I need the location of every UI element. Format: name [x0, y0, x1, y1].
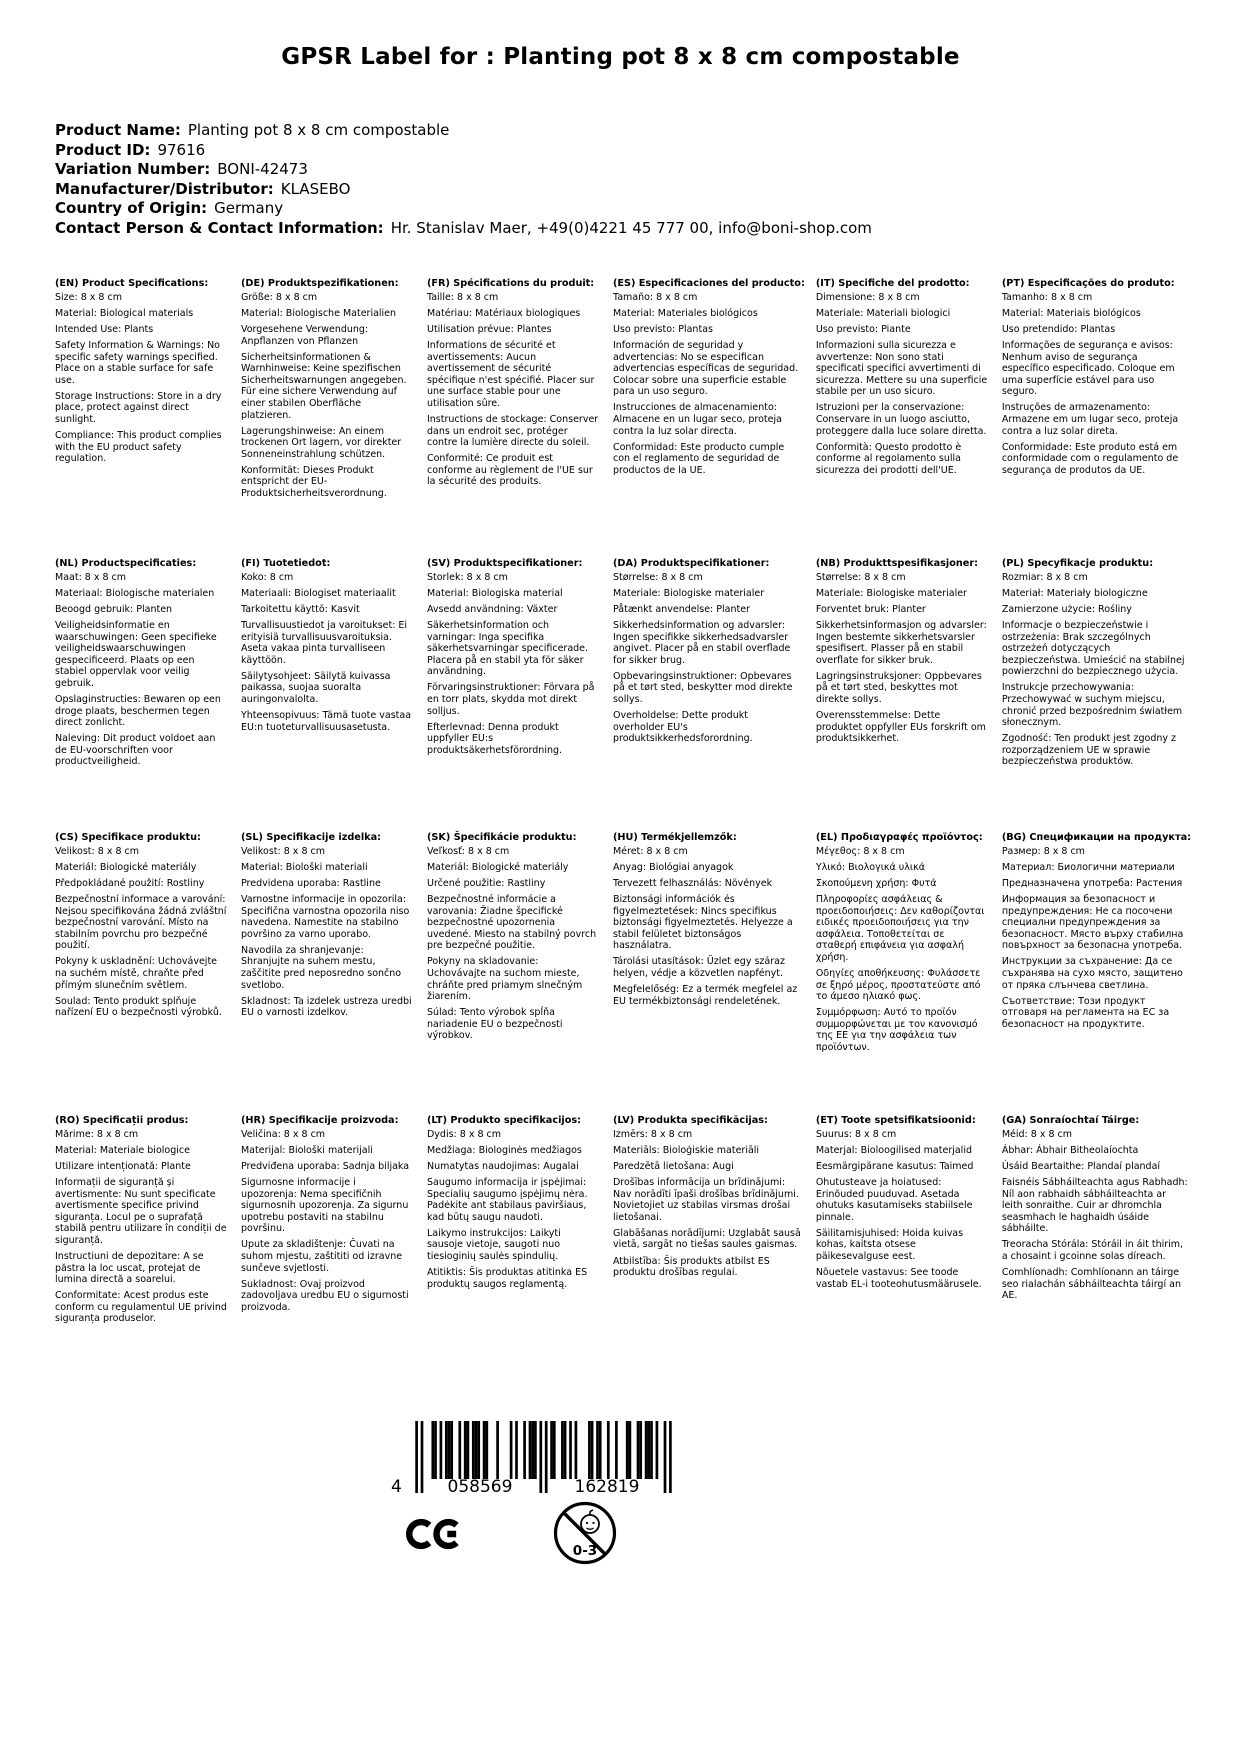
- spec-paragraph: Saugumo informacija ir įspėjimai: Specialių saugumo įspėjimų nėra. Padėkite ant stabilaus paviršiaus, kad būtų saugu naudoti.: [426, 1177, 588, 1223]
- language-block-heading: (PT) Especificações do produto:: [1001, 278, 1175, 289]
- language-block: [55, 1115, 230, 1330]
- language-block: [816, 832, 991, 1115]
- spec-paragraph: Tamaño: 8 x 8 cm: [612, 291, 698, 303]
- spec-paragraph: Varnostne informacije in opozorila: Specifična varnostna opozorila niso navedena. Namestite na stabilno površino za varno uporabo.: [240, 894, 410, 940]
- spec-paragraph: Информация за безопасност и предупреждения: Не са посочени специални предупреждения за безопасност. Място върху стабилна повърхност за безопасна употреба.: [1001, 894, 1184, 952]
- spec-paragraph: Instructiuni de depozitare: A se păstra la loc uscat, protejat de lumina directă a soarelui.: [55, 1251, 204, 1286]
- spec-paragraph: Säkerhetsinformation och varningar: Inga specifika säkerhetsvarningar specificerade. Placera på en stabil yta för säker användning.: [426, 620, 589, 678]
- spec-paragraph: Sigurnosne informacije i upozorenja: Nema specifičnih sigurnosnih upozorenja. Za sigurnu upotrebu postaviti na stabilnu površinu.: [240, 1177, 409, 1235]
- spec-paragraph: Informacje o bezpieczeństwie i ostrzeżenia: Brak szczególnych ostrzeżeń dotyczących bezpieczeństwa. Umieścić na stabilnej powierzchni do bezpiecznego użycia.: [1001, 620, 1185, 678]
- spec-paragraph: Veľkosť: 8 x 8 cm: [426, 845, 510, 857]
- spec-paragraph: Förvaringsinstruktioner: Förvara på en torr plats, skydda mot direkt solljus.: [426, 682, 595, 717]
- language-block-heading: (SK) Špecifikácie produktu:: [426, 832, 577, 843]
- spec-paragraph: Nõuetele vastavus: See toode vastab EL-i tooteohutusmäärusele.: [815, 1267, 982, 1290]
- product-name-line: [55, 121, 872, 141]
- contact-line: [55, 219, 872, 239]
- language-block: [241, 558, 416, 832]
- language-block: [241, 832, 416, 1115]
- spec-paragraph: Instrucciones de almacenamiento: Almacene en un lugar seco, proteja contra la luz solar directa.: [612, 402, 782, 437]
- language-block-heading: (IT) Specifiche del prodotto:: [815, 278, 970, 289]
- spec-paragraph: Storage Instructions: Store in a dry place, protect against direct sunlight.: [55, 390, 222, 426]
- ean-digit-group2: 162819: [574, 1477, 640, 1497]
- language-block-heading: (DE) Produktspezifikationen:: [240, 278, 399, 289]
- age-warning-label: 0-3: [572, 1543, 598, 1559]
- spec-paragraph: Zamierzone użycie: Rośliny: [1001, 603, 1132, 615]
- spec-paragraph: Dimensione: 8 x 8 cm: [815, 291, 920, 303]
- language-block: [55, 558, 230, 832]
- spec-paragraph: Materiaal: Biologische materialen: [55, 587, 215, 599]
- spec-paragraph: Tervezett felhasználás: Növények: [612, 877, 773, 889]
- spec-paragraph: Ábhar: Ábhair Bitheolaíochta: [1001, 1144, 1139, 1156]
- spec-paragraph: Tárolási utasítások: Üzlet egy száraz helyen, védje a közvetlen napfényt.: [612, 956, 785, 980]
- language-block: [613, 278, 805, 558]
- spec-paragraph: Påtænkt anvendelse: Planter: [612, 603, 750, 615]
- spec-paragraph: Größe: 8 x 8 cm: [240, 291, 318, 303]
- page-title: GPSR Label for : Planting pot 8 x 8 cm compostable: [281, 44, 960, 70]
- spec-paragraph: Avsedd användning: Växter: [426, 603, 558, 615]
- language-block: [1002, 558, 1191, 832]
- spec-paragraph: Størrelse: 8 x 8 cm: [815, 571, 906, 583]
- spec-paragraph: Velikost: 8 x 8 cm: [55, 845, 140, 857]
- product-info-block: [55, 121, 872, 238]
- ean-digit-left: 4: [391, 1477, 402, 1497]
- spec-paragraph: Predvidena uporaba: Rastline: [240, 877, 381, 889]
- spec-paragraph: Tamanho: 8 x 8 cm: [1001, 291, 1093, 303]
- spec-paragraph: Säilytysohjeet: Säilytä kuivassa paikassa, suojaa suoralta auringonvalolta.: [240, 670, 391, 706]
- language-block-heading: (HR) Specifikacije proizvoda:: [240, 1115, 399, 1126]
- spec-paragraph: Instruções de armazenamento: Armazene em um lugar seco, proteja contra a luz solar direta.: [1001, 402, 1179, 437]
- product-id-value: 97616: [157, 140, 206, 159]
- country-of-origin-value: Germany: [214, 199, 284, 217]
- spec-paragraph: Eesmärgipärane kasutus: Taimed: [815, 1160, 974, 1172]
- spec-paragraph: Compliance: This product complies with the EU product safety regulation.: [55, 430, 222, 465]
- spec-paragraph: Anyag: Biológiai anyagok: [612, 861, 734, 873]
- spec-paragraph: Materjal: Bioloogilised materjalid: [815, 1144, 972, 1156]
- spec-paragraph: Úsáid Beartaithe: Plandaí plandaí: [1001, 1160, 1161, 1172]
- spec-paragraph: Veiligheidsinformatie en waarschuwingen: Geen specifieke veiligheidswaarschuwingen gespecificeerd. Plaats op een stabiel oppervlak voor veilig gebruik.: [55, 620, 217, 689]
- language-block: [241, 278, 416, 558]
- language-block: [241, 1115, 416, 1330]
- spec-paragraph: Overensstemmelse: Dette produktet oppfyller EUs forskrift om produktsikkerhet.: [815, 710, 986, 745]
- spec-paragraph: Yhteensopivuus: Tämä tuote vastaa EU:n tuoteturvallisuusasetusta.: [240, 710, 412, 733]
- spec-paragraph: Υλικό: Βιολογικά υλικά: [815, 861, 925, 873]
- spec-paragraph: Lagerungshinweise: An einem trockenen Ort lagern, vor direkter Sonneneinstrahlung schützen.: [240, 425, 402, 460]
- spec-paragraph: Μέγεθος: 8 x 8 cm: [815, 845, 905, 857]
- product-id-line: [55, 141, 872, 161]
- spec-paragraph: Size: 8 x 8 cm: [55, 291, 122, 303]
- spec-paragraph: Størrelse: 8 x 8 cm: [612, 571, 703, 583]
- language-block-heading: (SL) Specifikacije izdelka:: [240, 832, 382, 843]
- contact-value: Hr. Stanislav Maer, +49(0)4221 45 777 00, info@boni-shop.com: [390, 218, 872, 237]
- language-block-heading: (CS) Specifikace produktu:: [55, 832, 201, 843]
- ean-digit-group1: 058569: [447, 1477, 513, 1497]
- spec-paragraph: Mărime: 8 x 8 cm: [55, 1128, 139, 1140]
- spec-paragraph: Veličina: 8 x 8 cm: [240, 1128, 326, 1140]
- spec-paragraph: Conformitate: Acest produs este conform cu regulamentul UE privind siguranța produselor.: [55, 1290, 227, 1325]
- contact-label: Contact Person & Contact Information:: [55, 218, 384, 237]
- spec-paragraph: Comhlíonadh: Comhlíonann an táirge seo rialachán sábháilteachta táirgí an AE.: [1001, 1267, 1181, 1302]
- language-block-heading: (NL) Productspecificaties:: [55, 558, 197, 569]
- spec-paragraph: Materiál: Biologické materiály: [55, 861, 197, 873]
- spec-paragraph: Informazioni sulla sicurezza e avvertenze: Non sono stati specificati specifici avvertimenti di sicurezza. Mettere su una superficie stabile per un uso sicuro.: [815, 340, 988, 398]
- spec-paragraph: Bezpečnostní informace a varování: Nejsou specifikována žádná zvláštní bezpečnostní varování. Místo na stabilním povrchu pro bezpečné použití.: [55, 894, 227, 952]
- language-block: [613, 558, 805, 832]
- spec-paragraph: Съответствие: Този продукт отговаря на регламента на ЕС за безопасност на продуктите.: [1001, 995, 1170, 1030]
- language-block: [816, 1115, 991, 1330]
- spec-paragraph: Materiał: Materiały biologiczne: [1001, 587, 1148, 599]
- spec-paragraph: Material: Materiales biológicos: [612, 307, 758, 319]
- language-block-heading: (ES) Especificaciones del producto:: [612, 278, 805, 289]
- spec-paragraph: Conformidade: Este produto está em conformidade com o regulamento de segurança de produtos da UE.: [1001, 441, 1179, 476]
- spec-paragraph: Sicherheitsinformationen & Warnhinweise: Keine spezifischen Sicherheitswarnungen angegeben. Für eine sichere Verwendung auf einer stabilen Oberfläche platzieren.: [240, 351, 407, 421]
- spec-paragraph: Material: Materiale biologice: [55, 1144, 190, 1156]
- spec-paragraph: Drošības informācija un brīdinājumi: Nav norādīti īpaši drošības brīdinājumi. Novietojiet uz stabilas virsmas drošai lietošanai.: [612, 1177, 799, 1223]
- spec-paragraph: Materiale: Materiali biologici: [815, 307, 951, 319]
- language-block: [427, 1115, 602, 1330]
- spec-paragraph: Paredzētā lietošana: Augi: [612, 1160, 734, 1172]
- spec-paragraph: Atitiktis: Šis produktas atitinka ES produktų saugos reglamentą.: [426, 1267, 588, 1290]
- spec-paragraph: Velikost: 8 x 8 cm: [240, 845, 325, 857]
- spec-paragraph: Biztonsági információk és figyelmeztetések: Nincs specifikus biztonsági figyelmeztetés. Helyezze a stabil felületet biztonságos használatra.: [612, 894, 793, 952]
- language-block: [55, 278, 230, 558]
- spec-paragraph: Informações de segurança e avisos: Nenhum aviso de segurança específico especificado. Coloque em uma superfície estável para uso seguro.: [1001, 340, 1175, 398]
- spec-paragraph: Uso previsto: Piante: [815, 323, 911, 335]
- spec-paragraph: Utilisation prévue: Plantes: [426, 323, 552, 335]
- spec-paragraph: Navodila za shranjevanje: Shranjujte na suhem mestu, zaščitite pred neposredno sončno svetlobo.: [240, 944, 402, 991]
- spec-paragraph: Faisnéis Sábháilteachta agus Rabhadh: Níl aon rabhaidh sábháilteachta ar leith sonraithe. Cuir ar dhromchla seasmhach le haghaidh úsáide sábháilte.: [1001, 1177, 1188, 1235]
- spec-paragraph: Izmērs: 8 x 8 cm: [612, 1128, 693, 1140]
- spec-paragraph: Overholdelse: Dette produkt overholder EU's produktsikkerhedsforordning.: [612, 710, 753, 745]
- spec-paragraph: Forventet bruk: Planter: [815, 603, 926, 615]
- language-block-heading: (SV) Produktspecifikationer:: [426, 558, 583, 569]
- spec-paragraph: Conformité: Ce produit est conforme au règlement de l'UE sur la sécurité des produits.: [426, 453, 593, 488]
- variation-number-line: [55, 160, 872, 180]
- language-block-heading: (FR) Spécifications du produit:: [426, 278, 595, 289]
- language-block: [816, 278, 991, 558]
- spec-paragraph: Taille: 8 x 8 cm: [426, 291, 499, 303]
- language-block-heading: (EL) Προδιαγραφές προϊόντος:: [815, 832, 983, 843]
- spec-paragraph: Glabāšanas norādījumi: Uzglabāt sausā vietā, sargāt no tiešas saules gaismas.: [612, 1227, 801, 1251]
- language-block-heading: (BG) Спецификации на продукта:: [1001, 832, 1191, 843]
- spec-paragraph: Uso previsto: Plantas: [612, 323, 713, 335]
- spec-paragraph: Předpokládané použití: Rostliny: [55, 877, 205, 889]
- variation-number-value: BONI-42473: [217, 160, 308, 178]
- spec-paragraph: Sikkerhedsinformation og advarsler: Ingen specifikke sikkerhedsadvarsler angivet. Placer på en stabil overflade for sikker brug.: [612, 620, 791, 666]
- product-name-label: Product Name:: [55, 121, 181, 139]
- manufacturer-label: Manufacturer/Distributor:: [55, 179, 274, 198]
- language-block-heading: (ET) Toote spetsifikatsioonid:: [815, 1115, 976, 1126]
- spec-paragraph: Turvallisuustiedot ja varoitukset: Ei erityisiä turvallisuusvaroituksia. Aseta vakaa pinta turvalliseen käyttöön.: [240, 620, 408, 666]
- spec-paragraph: Material: Biological materials: [55, 307, 194, 319]
- spec-paragraph: Megfelelőség: Ez a termék megfelel az EU termékbiztonsági rendeletének.: [612, 984, 798, 1007]
- spec-paragraph: Säilitamisjuhised: Hoida kuivas kohas, kaitsta otsese päikesevalguse eest.: [815, 1227, 964, 1263]
- language-block-heading: (NB) Produkttspesifikasjoner:: [815, 558, 978, 569]
- manufacturer-line: [55, 180, 872, 200]
- spec-paragraph: Información de seguridad y advertencias: No se especifican advertencias específicas de seguridad. Colocar sobre una superficie estable para un uso seguro.: [612, 340, 799, 398]
- spec-paragraph: Pokyny na skladovanie: Uchovávajte na suchom mieste, chráňte pred priamym slnečným žiarením.: [426, 956, 583, 1003]
- spec-paragraph: Safety Information & Warnings: No specific safety warnings specified. Place on a stable surface for safe use.: [55, 340, 220, 386]
- spec-paragraph: Οδηγίες αποθήκευσης: Φυλάσσετε σε ξηρό μέρος, προστατεύστε από το άμεσο ηλιακό φως.: [815, 968, 981, 1003]
- language-block-heading: (PL) Specyfikacje produktu:: [1001, 558, 1154, 569]
- spec-paragraph: Sikkerhetsinformasjon og advarsler: Ingen bestemte sikkerhetsvarsler spesifisert. Plasser på en stabil overflate for sikker bruk.: [815, 620, 987, 666]
- spec-paragraph: Conformità: Questo prodotto è conforme al regolamento sulla sicurezza dei prodotti dell'UE.: [815, 441, 962, 476]
- spec-paragraph: Suurus: 8 x 8 cm: [815, 1128, 897, 1140]
- spec-paragraph: Lagringsinstruksjoner: Oppbevares på et tørt sted, beskyttes mot direkte sollys.: [815, 670, 982, 706]
- language-block: [1002, 832, 1191, 1115]
- spec-paragraph: Vorgesehene Verwendung: Anpflanzen von Pflanzen: [240, 323, 369, 347]
- language-block-heading: (DA) Produktspecifikationer:: [612, 558, 770, 569]
- spec-paragraph: Utilizare intenționată: Plante: [55, 1160, 191, 1172]
- spec-paragraph: Méret: 8 x 8 cm: [612, 845, 688, 857]
- language-block-heading: (RO) Specificații produs:: [55, 1115, 189, 1126]
- spec-paragraph: Soulad: Tento produkt splňuje nařízení EU o bezpečnosti výrobků.: [55, 995, 222, 1019]
- language-block: [613, 832, 805, 1115]
- country-of-origin-line: [55, 199, 872, 219]
- spec-paragraph: Informations de sécurité et avertissements: Aucun avertissement de sécurité spécifique n'est spécifié. Placer sur une surface stable pour une utilisation sûre.: [426, 340, 595, 409]
- language-block-heading: (HU) Termékjellemzők:: [612, 832, 737, 843]
- spec-paragraph: Méid: 8 x 8 cm: [1001, 1128, 1073, 1140]
- spec-paragraph: Opbevaringsinstruktioner: Opbevares på et tørt sted, beskytter mod direkte sollys.: [612, 670, 793, 706]
- spec-paragraph: Upute za skladištenje: Čuvati na suhom mjestu, zaštititi od izravne sunčeve svjetlosti.: [240, 1239, 403, 1274]
- language-block-heading: (FI) Tuotetiedot:: [240, 558, 331, 569]
- spec-paragraph: Informații de siguranță și avertismente: Nu sunt specificate avertismente specifice privind siguranța. Locul pe o suprafață stabilă pentru utilizare în condiții de siguranță.: [55, 1177, 227, 1246]
- spec-paragraph: Συμμόρφωση: Αυτό το προϊόν συμμορφώνεται με τον κανονισμό της ΕΕ για την ασφάλεια των προϊόντων.: [815, 1007, 978, 1053]
- variation-number-label: Variation Number:: [55, 160, 211, 178]
- spec-paragraph: Инструкции за съхранение: Да се съхранява на сухо място, защитено от пряка слънчева светлина.: [1001, 956, 1183, 991]
- spec-paragraph: Material: Biologische Materialien: [240, 307, 397, 319]
- spec-paragraph: Πληροφορίες ασφάλειας & προειδοποιήσεις: Δεν καθορίζονται ειδικές προειδοποιήσεις για την ασφάλεια. Τοποθετείται σε σταθερή επιφάνεια για ασφαλή χρήση.: [815, 894, 985, 963]
- spec-paragraph: Materiale: Biologiske materialer: [612, 587, 765, 599]
- spec-paragraph: Размер: 8 x 8 cm: [1001, 845, 1085, 857]
- spec-paragraph: Súlad: Tento výrobok spĺňa nariadenie EU o bezpečnosti výrobkov.: [426, 1007, 563, 1042]
- spec-paragraph: Naleving: Dit product voldoet aan de EU-voorschriften voor productveiligheid.: [55, 733, 216, 768]
- language-block: [613, 1115, 805, 1330]
- spec-paragraph: Sukladnost: Ovaj proizvod zadovoljava uredbu EU o sigurnosti proizvoda.: [240, 1278, 409, 1313]
- spec-paragraph: Ohutusteave ja hoiatused: Erinõuded puuduvad. Asetada ohutuks kasutamiseks stabiilsele pinnale.: [815, 1177, 973, 1223]
- country-of-origin-label: Country of Origin:: [55, 199, 208, 217]
- language-block-heading: (LT) Produkto specifikacijos:: [426, 1115, 582, 1126]
- spec-paragraph: Atbilstība: Šis produkts atbilst ES produktu drošības regulai.: [612, 1255, 770, 1279]
- spec-paragraph: Matériau: Matériaux biologiques: [426, 307, 581, 319]
- spec-paragraph: Предназначена употреба: Растения: [1001, 877, 1183, 889]
- spec-paragraph: Bezpečnostné informácie a varovania: Žiadne špecifické bezpečnostné upozornenia uvedené. Miesto na stabilný povrch pre bezpečné použitie.: [426, 894, 597, 952]
- language-block: [55, 832, 230, 1115]
- language-block: [1002, 278, 1191, 558]
- spec-paragraph: Opslaginstructies: Bewaren op een droge plaats, beschermen tegen direct zonlicht.: [55, 694, 221, 729]
- spec-paragraph: Tarkoitettu käyttö: Kasvit: [240, 603, 360, 615]
- spec-paragraph: Instructions de stockage: Conserver dans un endroit sec, protéger contre la lumière directe du soleil.: [426, 414, 599, 449]
- spec-paragraph: Koko: 8 cm: [240, 571, 294, 583]
- language-block-heading: (GA) Sonraíochtaí Táirge:: [1001, 1115, 1140, 1126]
- spec-paragraph: Материал: Биологични материали: [1001, 861, 1175, 873]
- spec-paragraph: Určené použitie: Rastliny: [426, 877, 546, 889]
- product-id-label: Product ID:: [55, 140, 151, 159]
- ce-mark-icon: [404, 1510, 464, 1558]
- spec-paragraph: Beoogd gebruik: Planten: [55, 603, 173, 615]
- spec-paragraph: Material: Biologiska material: [426, 587, 563, 599]
- spec-paragraph: Material: Biološki materiali: [240, 861, 368, 873]
- spec-paragraph: Treoracha Stórála: Stóráil in áit thirim, a chosaint i gcoinne solas díreach.: [1001, 1239, 1184, 1263]
- language-block: [427, 832, 602, 1115]
- spec-paragraph: Laikymo instrukcijos: Laikyti sausoje vietoje, saugoti nuo tiesioginių saulės spindulių.: [426, 1227, 561, 1263]
- spec-paragraph: Skladnost: Ta izdelek ustreza uredbi EU o varnosti izdelkov.: [240, 995, 412, 1019]
- spec-paragraph: Materijal: Biološki materijali: [240, 1144, 373, 1156]
- language-block: [1002, 1115, 1191, 1330]
- language-block: [427, 558, 602, 832]
- spec-paragraph: Pokyny k uskladnění: Uchovávejte na suchém místě, chraňte před přímým slunečním světlem.: [55, 956, 218, 991]
- spec-paragraph: Materiaali: Biologiset materiaalit: [240, 587, 396, 599]
- language-block: [427, 278, 602, 558]
- spec-paragraph: Medžiaga: Biologinės medžiagos: [426, 1144, 582, 1156]
- spec-paragraph: Uso pretendido: Plantas: [1001, 323, 1116, 335]
- product-name-value: Planting pot 8 x 8 cm compostable: [187, 121, 450, 139]
- language-block-heading: (LV) Produkta specifikācijas:: [612, 1115, 768, 1126]
- spec-paragraph: Materiale: Biologiske materialer: [815, 587, 967, 599]
- spec-paragraph: Efterlevnad: Denna produkt uppfyller EU:s produktsäkerhetsförordning.: [426, 721, 563, 756]
- spec-paragraph: Zgodność: Ten produkt jest zgodny z rozporządzeniem UE w sprawie bezpieczeństwa produktów.: [1001, 733, 1177, 768]
- spec-paragraph: Conformidad: Este producto cumple con el reglamento de seguridad de productos de la UE.: [612, 441, 785, 476]
- spec-paragraph: Storlek: 8 x 8 cm: [426, 571, 508, 583]
- ean-barcode: [391, 1421, 672, 1501]
- spec-paragraph: Material: Materiais biológicos: [1001, 307, 1141, 319]
- spec-paragraph: Materiál: Biologické materiály: [426, 861, 569, 873]
- spec-paragraph: Rozmiar: 8 x 8 cm: [1001, 571, 1088, 583]
- spec-paragraph: Numatytas naudojimas: Augalai: [426, 1160, 579, 1172]
- spec-paragraph: Intended Use: Plants: [55, 323, 154, 335]
- spec-paragraph: Materiāls: Bioloģiskie materiāli: [612, 1144, 760, 1156]
- age-warning-0-3-icon: [552, 1499, 618, 1567]
- spec-paragraph: Istruzioni per la conservazione: Conservare in un luogo asciutto, proteggere dalla luce solare diretta.: [815, 402, 987, 437]
- spec-paragraph: Σκοπούμενη χρήση: Φυτά: [815, 877, 937, 889]
- spec-paragraph: Dydis: 8 x 8 cm: [426, 1128, 502, 1140]
- language-grid: [55, 278, 1191, 1330]
- spec-paragraph: Predviđena uporaba: Sadnja biljaka: [240, 1160, 410, 1172]
- spec-paragraph: Konformität: Dieses Produkt entspricht der EU-Produktsicherheitsverordnung.: [240, 464, 387, 499]
- manufacturer-value: KLASEBO: [280, 179, 351, 198]
- spec-paragraph: Instrukcje przechowywania: Przechowywać w suchym miejscu, chronić przed bezpośrednim światłem słonecznym.: [1001, 682, 1183, 729]
- spec-paragraph: Maat: 8 x 8 cm: [55, 571, 127, 583]
- language-block-heading: (EN) Product Specifications:: [55, 278, 209, 289]
- language-block: [816, 558, 991, 832]
